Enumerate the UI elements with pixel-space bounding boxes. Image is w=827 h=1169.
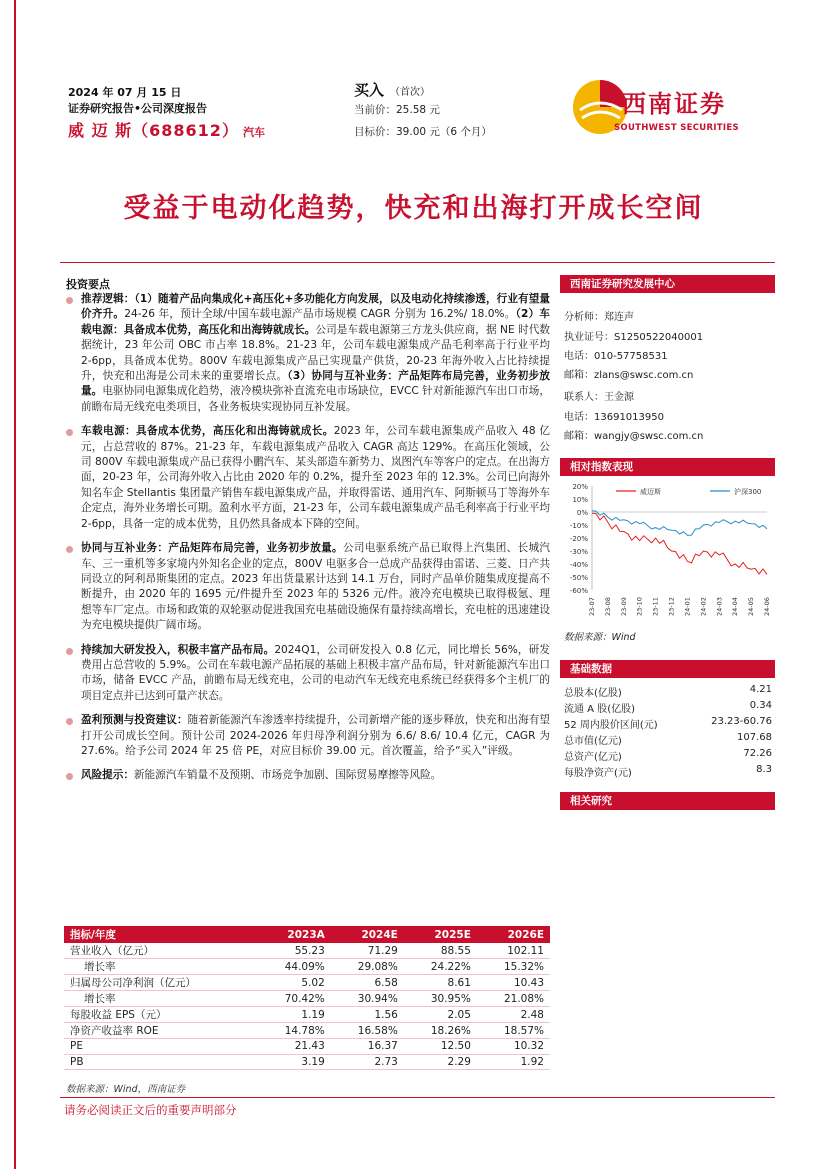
bullet-bold: 盈利预测与投资建议：	[81, 714, 188, 727]
y-tick-label: 10%	[572, 496, 588, 504]
bullet-text: 公司电驱系统产品已取得上汽集团、长城汽车、三一重机等多家境内外知名企业的定点，800V 电驱多合一总成产品获得由雷诺、三菱、日产共同设立的阿利昂斯集团的定点。2023 年出货量累计达到 14.1 万台，同时产品单价随集成度提高不断提升，由 2020 年的 1695 元/件提升至 2023 年的 5326 元/件。液冷充电模块已取得极氪、理想等车厂定点。市场和政策的双轮驱动促进我国充电基础设施保有量持续高增长，充电桩的迅速建设为充电模块提供广阔市场。	[81, 542, 551, 632]
divider	[60, 262, 775, 263]
y-tick-label: -20%	[569, 535, 588, 543]
table-header: 2026E	[477, 926, 550, 943]
perf-head: 相对指数表现	[560, 458, 775, 476]
bullet-risk	[64, 768, 550, 783]
bullet-text: 2023 年，公司车载电源集成产品收入 48 亿元，占总营收的 87%。21-23 年，车载电源集成产品收入 CAGR 高达 129%。在高压化领域，公司 800V 车载电源集成产品已获得小鹏汽车、某头部造车新势力、岚图汽车等客户的定点。在出海方面，20-23 年，公司海外收入占比由 2020 年的 0.2%，提升至 2023 年的 12.3%。公司已向海外知名车企 Stellantis 集团量产销售车载电源集成产品，并取得雷诺、通用汽车、阿斯顿马丁等海外车企定点，海外业务增长可期。盈利水平方面，21-23 年，公司车载电源集成产品毛利率高于行业平均 2-6pp，具备一定的成本优势，且仍然具备成本下降的空间。	[81, 425, 550, 530]
bullet-text: 2024Q1，公司研发投入 0.8 亿元，同比增长 56%，研发费用占总营收的 5.9%。公司在车载电源产品拓展的基础上积极丰富产品布局，针对新能源汽车出口市场，储备 EVCC 产品，前瞻布局无线充电，公司的电动汽车无线充电系统已经获得多个主机厂的项目定点并已达到可量产状态。	[81, 643, 550, 702]
row-label: PB	[64, 1054, 258, 1070]
basic-value: 0.34	[749, 700, 772, 711]
x-tick-label: 24-03	[715, 597, 724, 616]
bullet-text: 随着新能源汽车渗透率持续提升，公司新增产能的逐步释放，快充和出海有望打开公司成长空间。预计公司 2024-2026 年归母净利润分别为 6.6/ 8.6/ 10.4 亿元，CAGR 为 27.6%。给予公司 2024 年 25 倍 PE，对应目标价 39.00 元。首次覆盖，给予“买入”评级。	[81, 714, 551, 757]
row-label: 增长率	[64, 991, 258, 1007]
basic-key: 流通 A 股(亿股)	[564, 704, 636, 715]
x-tick-label: 24-02	[699, 597, 708, 616]
related-research-head: 相关研究	[560, 792, 775, 810]
cell-value: 30.94%	[331, 991, 404, 1007]
bullet-bold: 风险提示：	[81, 769, 134, 782]
cell-value: 18.57%	[477, 1023, 550, 1039]
y-tick-label: -40%	[569, 561, 588, 569]
cell-value: 5.02	[258, 975, 331, 991]
cell-value: 2.73	[331, 1054, 404, 1070]
rating-note: （首次）	[390, 87, 431, 98]
basic-value: 8.3	[756, 764, 772, 775]
basic-row	[564, 684, 772, 699]
forecast-table	[64, 926, 550, 1070]
x-tick-label: 23-07	[588, 597, 596, 616]
cell-value: 12.50	[404, 1039, 477, 1055]
current-price: 当前价：25.58 元	[354, 104, 440, 116]
bullet-bold: （3）协同与互补业务：产品矩阵布局完善，业务初步放量。	[81, 370, 550, 398]
basic-row	[564, 700, 772, 715]
bullet-bold: 推荐逻辑：（1）随着产品向集成化+高压化+多功能化方向发展，以及电动化持续渗透，行业有望量价齐升。	[81, 293, 550, 321]
cell-value: 14.78%	[258, 1023, 331, 1039]
x-tick-label: 23-10	[635, 597, 644, 616]
disclaimer: 请务必阅读正文后的重要声明部分	[64, 1103, 237, 1117]
table-row	[64, 1054, 550, 1070]
table-row	[64, 991, 550, 1007]
cell-value: 15.32%	[477, 959, 550, 975]
bullet-text: 电驱协同电源集成化趋势，液冷模块弥补直流充电市场缺位，EVCC 针对新能源汽车出口市场，前瞻布局无线充电类项目，各业务板块实现协同互补发展。	[81, 385, 550, 413]
bullet-text: 新能源汽车销量不及预期、市场竞争加剧、国际贸易摩擦等风险。	[133, 769, 442, 782]
cell-value: 8.61	[404, 975, 477, 991]
cell-value: 21.43	[258, 1039, 331, 1055]
bullet-rnd	[64, 643, 550, 705]
row-label: 归属母公司净利润（亿元）	[64, 975, 258, 991]
y-tick-label: -10%	[569, 522, 588, 530]
cell-value: 2.48	[477, 1007, 550, 1023]
target-price: 目标价：39.00 元（6 个月）	[354, 126, 492, 138]
cell-value: 2.29	[404, 1054, 477, 1070]
basic-row	[564, 748, 772, 763]
x-tick-label: 23-08	[603, 597, 612, 616]
y-tick-label: -60%	[569, 587, 588, 595]
x-tick-label: 24-04	[731, 597, 740, 616]
row-label: PE	[64, 1039, 258, 1055]
series-line-index	[592, 511, 767, 536]
basic-key: 总市值(亿元)	[564, 736, 622, 747]
bullet-bold: 持续加大研发投入，积极丰富产品布局。	[81, 643, 275, 656]
basic-row	[564, 716, 772, 731]
basic-value: 4.21	[749, 684, 772, 695]
cell-value: 102.11	[477, 943, 550, 959]
table-header: 2024E	[331, 926, 404, 943]
basic-key: 52 周内股价区间(元)	[564, 720, 658, 731]
basic-row	[564, 732, 772, 747]
cell-value: 18.26%	[404, 1023, 477, 1039]
x-tick-label: 24-06	[763, 597, 771, 616]
cell-value: 71.29	[331, 943, 404, 959]
investment-points	[64, 292, 550, 793]
logo-text-cn: 西南证券	[622, 89, 726, 118]
x-tick-label: 24-01	[683, 597, 692, 616]
research-center-head: 西南证券研究发展中心	[560, 275, 775, 293]
report-title: 受益于电动化趋势，快充和出海打开成长空间	[123, 193, 704, 224]
table-header-row	[64, 926, 550, 943]
bullet-bold: 车载电源：具备成本优势，高压化和出海铸就成长。	[81, 425, 334, 438]
table-header: 指标/年度	[64, 926, 258, 943]
cell-value: 70.42%	[258, 991, 331, 1007]
left-red-rule	[14, 0, 16, 1169]
row-label: 增长率	[64, 959, 258, 975]
bullet-text: 24-26 年，预计全球/中国车载电源产品市场规模 CAGR 分别为 16.2%/ 18.0%。	[124, 308, 516, 321]
cell-value: 29.08%	[331, 959, 404, 975]
analyst: 分析师：郑连声	[564, 312, 634, 323]
bullet-text: 公司是车载电源第三方龙头供应商，据 NE 时代数据统计，23 年公司 OBC 市占率 18.8%。21-23 年，公司车载电源集成产品毛利率高于行业平均 2-6pp，具备成本优势。800V 车载电源集成产品已实现量产供货，20-23 年海外收入占比持续提升，快充和出海是公司未来的重要增长点。	[81, 323, 550, 383]
row-label: 每股收益 EPS（元）	[64, 1007, 258, 1023]
cell-value: 10.43	[477, 975, 550, 991]
basic-key: 总股本(亿股)	[564, 688, 622, 699]
cell-value: 3.19	[258, 1054, 331, 1070]
row-label: 净资产收益率 ROE	[64, 1023, 258, 1039]
cell-value: 16.37	[331, 1039, 404, 1055]
bullet-logic	[64, 292, 550, 415]
x-tick-label: 23-12	[667, 597, 676, 616]
license: 执业证号：S1250522040001	[564, 332, 704, 343]
cell-value: 21.08%	[477, 991, 550, 1007]
legend-label: 威迈斯	[640, 488, 661, 496]
report-date: 2024 年 07 月 15 日	[68, 86, 182, 99]
cell-value: 30.95%	[404, 991, 477, 1007]
section-heading: 投资要点	[66, 278, 110, 291]
cell-value: 1.56	[331, 1007, 404, 1023]
cell-value: 2.05	[404, 1007, 477, 1023]
table-row	[64, 975, 550, 991]
y-tick-label: -30%	[569, 548, 588, 556]
y-tick-label: -50%	[569, 574, 588, 582]
cell-value: 1.19	[258, 1007, 331, 1023]
basic-row	[564, 764, 772, 779]
bullet-bold: （2）车载电源：具备成本优势，高压化和出海铸就成长。	[81, 308, 551, 336]
table-row	[64, 1007, 550, 1023]
basic-key: 每股净资产(元)	[564, 768, 632, 779]
row-label: 营业收入（亿元）	[64, 943, 258, 959]
table-source: 数据来源：Wind，西南证券	[66, 1084, 186, 1095]
logo-text-en: SOUTHWEST SECURITIES	[614, 123, 739, 133]
cell-value: 16.58%	[331, 1023, 404, 1039]
chart-source: 数据来源：Wind	[564, 632, 636, 643]
phone: 电话：13691013950	[564, 412, 664, 423]
table-header: 2025E	[404, 926, 477, 943]
basic-data-head: 基础数据	[560, 660, 775, 678]
table-row	[64, 1023, 550, 1039]
x-tick-label: 23-11	[651, 597, 660, 616]
basic-value: 72.26	[743, 748, 772, 759]
bullet-forecast	[64, 713, 550, 759]
cell-value: 44.09%	[258, 959, 331, 975]
cell-value: 1.92	[477, 1054, 550, 1070]
cell-value: 88.55	[404, 943, 477, 959]
series-line-company	[592, 513, 767, 574]
cell-value: 10.32	[477, 1039, 550, 1055]
cell-value: 24.22%	[404, 959, 477, 975]
cell-value: 55.23	[258, 943, 331, 959]
table-header: 2023A	[258, 926, 331, 943]
table-row	[64, 943, 550, 959]
y-tick-label: 0%	[576, 509, 588, 517]
basic-value: 107.68	[737, 732, 772, 743]
company-name	[68, 118, 265, 141]
divider	[60, 1097, 775, 1098]
cell-value: 6.58	[331, 975, 404, 991]
basic-key: 总资产(亿元)	[564, 752, 622, 763]
company-code: 威 迈 斯（688612）	[68, 121, 239, 140]
x-tick-label: 24-05	[747, 597, 756, 616]
bullet-synergy	[64, 541, 550, 633]
industry-tag: 汽车	[242, 126, 265, 139]
email-link[interactable]: 邮箱：wangjy@swsc.com.cn	[564, 431, 704, 442]
bullet-power	[64, 424, 550, 532]
relative-index-chart	[560, 480, 775, 620]
basic-value: 23.23-60.76	[711, 716, 772, 727]
rating-value: 买入	[354, 81, 385, 99]
bullet-bold: 协同与互补业务：产品矩阵布局完善，业务初步放量。	[81, 542, 343, 555]
table-row	[64, 1039, 550, 1055]
rating	[354, 79, 430, 100]
phone: 电话：010-57758531	[564, 351, 668, 362]
x-tick-label: 23-09	[619, 597, 628, 616]
email-link[interactable]: 邮箱：zlans@swsc.com.cn	[564, 370, 694, 381]
contact: 联系人：王金源	[564, 392, 634, 403]
y-tick-label: 20%	[572, 483, 588, 491]
table-row	[64, 959, 550, 975]
legend-label: 沪深300	[734, 488, 762, 496]
report-type: 证券研究报告•公司深度报告	[68, 102, 208, 115]
